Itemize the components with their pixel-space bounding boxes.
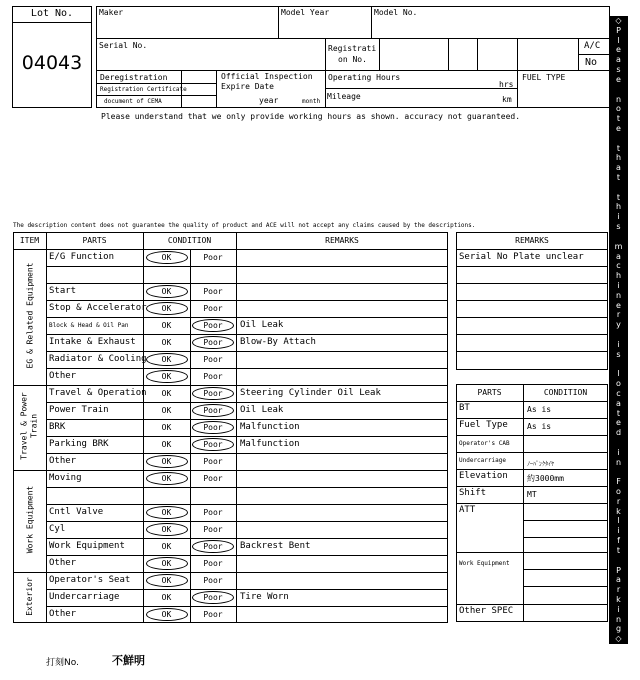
poor-selected-mark <box>192 591 234 604</box>
ok-option: OK <box>161 355 172 364</box>
location-notice-char: g <box>615 624 622 634</box>
location-notice-char: r <box>616 310 621 320</box>
hrs-label: hrs <box>499 80 514 89</box>
poor-selected-mark <box>192 438 234 451</box>
location-notice-char: r <box>616 496 621 506</box>
part-name: E/G Function <box>49 252 115 262</box>
ok-option: OK <box>161 610 172 619</box>
spec-part: Operator's CAB <box>459 440 510 447</box>
spec-condition: As is <box>527 405 552 414</box>
location-notice-char: l <box>617 369 620 379</box>
part-name: Parking BRK <box>49 439 109 449</box>
ok-selected-mark <box>146 506 188 519</box>
part-name: Cntl Valve <box>49 507 104 517</box>
poor-option: Poor <box>203 304 223 313</box>
location-notice-char: s <box>616 65 621 75</box>
location-notice-char: i <box>617 280 620 290</box>
poor-option: Poor <box>203 287 223 296</box>
location-notice-char: h <box>615 153 622 163</box>
ok-option: OK <box>161 338 172 347</box>
part-name: Moving <box>49 473 82 483</box>
part-name: Undercarriage <box>49 592 120 602</box>
location-notice-char: o <box>616 104 621 114</box>
notice-hours: Please understand that we only provide working hours as shown. accuracy not guaranteed. <box>101 112 521 121</box>
location-notice-char: l <box>617 516 620 526</box>
poor-selected-mark <box>192 421 234 434</box>
location-notice-char: a <box>616 55 621 65</box>
spec-condition: 約3000mm <box>527 474 564 483</box>
location-notice-char: f <box>617 536 620 546</box>
poor-selected-mark <box>192 387 234 400</box>
poor-option: Poor <box>203 457 223 466</box>
location-notice-char: t <box>616 192 621 202</box>
part-name: Other <box>49 371 77 381</box>
ok-option: OK <box>161 457 172 466</box>
ok-option: OK <box>161 474 172 483</box>
poor-option: Poor <box>203 593 223 602</box>
ok-selected-mark <box>146 370 188 383</box>
location-notice-char: t <box>616 408 621 418</box>
spec-part: Elevation <box>459 471 508 481</box>
remarks-header: REMARKS <box>515 236 549 245</box>
group-label: Travel & Power Train <box>19 391 39 460</box>
location-notice-char: d <box>615 428 622 438</box>
location-notice-char: e <box>616 74 621 84</box>
document-cema-label: document of CEMA <box>104 98 162 105</box>
ok-option: OK <box>161 593 172 602</box>
part-name: Operator's Seat <box>49 575 131 585</box>
spec-condition: ﾉｰﾊﾟﾝｸﾀｲﾔ <box>527 461 555 468</box>
mileage-label: Mileage <box>327 92 361 101</box>
part-name: Radiator & Cooling <box>49 354 147 364</box>
location-notice-bar <box>609 16 628 644</box>
poor-selected-mark <box>192 404 234 417</box>
location-notice-char: a <box>616 575 621 585</box>
location-notice-char: a <box>616 163 621 173</box>
location-notice-char: l <box>617 35 620 45</box>
poor-option: Poor <box>203 525 223 534</box>
operating-hours-label: Operating Hours <box>328 73 401 82</box>
ok-option: OK <box>161 576 172 585</box>
remark-text: Oil Leak <box>240 405 284 415</box>
ok-selected-mark <box>146 608 188 621</box>
ok-option: OK <box>161 389 172 398</box>
spec-part: Shift <box>459 488 487 498</box>
registration-label-2: on No. <box>338 55 367 64</box>
spec-part: Fuel Type <box>459 420 508 430</box>
poor-option: Poor <box>203 559 223 568</box>
group-label: Work Equipment <box>25 485 34 554</box>
location-notice-char: e <box>616 300 621 310</box>
poor-selected-mark <box>192 319 234 332</box>
location-notice-char: n <box>615 457 622 467</box>
location-notice-char: i <box>617 339 620 349</box>
col-parts-header: PARTS <box>82 236 107 245</box>
poor-option: Poor <box>203 508 223 517</box>
part-name: Stop & Accelerator <box>49 303 147 313</box>
location-notice-char: k <box>616 506 621 516</box>
ok-selected-mark <box>146 285 188 298</box>
location-notice-char: k <box>616 594 621 604</box>
ok-selected-mark <box>146 455 188 468</box>
part-name: Start <box>49 286 77 296</box>
spec-part: BT <box>459 403 470 413</box>
ac-value: No <box>585 57 598 68</box>
location-notice-char: n <box>615 614 622 624</box>
location-notice-char: t <box>616 114 621 124</box>
ok-option: OK <box>161 287 172 296</box>
expire-date-label: Expire Date <box>221 82 274 91</box>
poor-option: Poor <box>203 440 223 449</box>
spec-part: Other SPEC <box>459 606 514 616</box>
location-notice-char: i <box>617 447 620 457</box>
location-notice-char: a <box>616 398 621 408</box>
month-label: month <box>302 98 321 105</box>
location-notice-char: t <box>616 545 621 555</box>
maker-label: Maker <box>99 8 124 17</box>
ok-option: OK <box>161 440 172 449</box>
ok-selected-mark <box>146 302 188 315</box>
lot-no-label: Lot No. <box>30 8 74 19</box>
part-name: Other <box>49 456 77 466</box>
location-notice-char: e <box>616 45 621 55</box>
ok-selected-mark <box>146 472 188 485</box>
poor-option: Poor <box>203 576 223 585</box>
registration-label-1: Registrati <box>328 44 377 53</box>
location-notice-char: ◇ <box>615 634 622 644</box>
ok-option: OK <box>161 406 172 415</box>
part-name: BRK <box>49 422 66 432</box>
location-notice-char: ◇ <box>615 16 622 25</box>
notice-description: The description content does not guarantee the quality of product and ACE will not accept any claims caused by the descriptions. <box>13 222 476 229</box>
location-notice-char: o <box>616 487 621 496</box>
location-notice-char: F <box>616 477 621 487</box>
ok-option: OK <box>161 253 172 262</box>
part-name: Cyl <box>49 524 66 534</box>
spec-part: ATT <box>459 505 476 515</box>
poor-option: Poor <box>203 474 223 483</box>
stamp-label: 打刻No. <box>46 658 79 668</box>
poor-option: Poor <box>203 355 223 364</box>
km-label: km <box>502 95 512 104</box>
poor-option: Poor <box>203 321 223 330</box>
location-notice-char: h <box>615 202 622 212</box>
location-notice-char: t <box>616 143 621 153</box>
part-name: Block & Head & Oil Pan <box>49 322 129 329</box>
stamp-value: 不鮮明 <box>112 654 145 667</box>
col-remarks-header: REMARKS <box>325 236 359 245</box>
location-notice-char: i <box>617 526 620 536</box>
group-label: Exterior <box>25 576 34 616</box>
part-name: Power Train <box>49 405 109 415</box>
year-label: year <box>259 96 279 105</box>
remark-text: Oil Leak <box>240 320 284 330</box>
part-name: Travel & Operation <box>49 388 147 398</box>
poor-selected-mark <box>192 336 234 349</box>
remarks-line-1: Serial No Plate unclear <box>459 252 584 262</box>
part-name: Other <box>49 609 77 619</box>
ok-selected-mark <box>146 574 188 587</box>
remark-text: Malfunction <box>240 422 300 432</box>
location-notice-char: c <box>616 388 621 398</box>
remark-text: Malfunction <box>240 439 300 449</box>
location-notice-char: t <box>616 173 621 182</box>
condition-header: CONDITION <box>543 388 588 397</box>
model-year-label: Model Year <box>281 8 330 17</box>
registration-certificate-label: Registration Certificate <box>100 86 187 93</box>
spec-condition: MT <box>527 490 537 499</box>
remark-text: Backrest Bent <box>240 541 311 551</box>
location-notice-char: e <box>616 418 621 428</box>
poor-option: Poor <box>203 610 223 619</box>
location-notice-char: o <box>616 379 621 389</box>
deregistration-label: Deregistration <box>100 73 168 82</box>
location-notice-char: c <box>616 261 621 271</box>
poor-option: Poor <box>203 372 223 381</box>
location-notice-char: h <box>615 271 622 281</box>
location-notice-char: n <box>615 94 622 104</box>
ok-option: OK <box>161 423 172 432</box>
location-notice-char: s <box>616 222 621 232</box>
location-notice-char: n <box>615 290 622 300</box>
poor-option: Poor <box>203 423 223 432</box>
poor-option: Poor <box>203 406 223 415</box>
spec-condition: As is <box>527 422 552 431</box>
official-inspection-label: Official Inspection <box>221 72 313 81</box>
ok-option: OK <box>161 542 172 551</box>
part-name: Intake & Exhaust <box>49 337 136 347</box>
model-no-label: Model No. <box>374 8 418 17</box>
ok-option: OK <box>161 525 172 534</box>
ok-option: OK <box>161 559 172 568</box>
remark-text: Tire Worn <box>240 592 289 602</box>
poor-selected-mark <box>192 540 234 553</box>
location-notice-char: i <box>617 212 620 222</box>
serial-no-label: Serial No. <box>99 41 148 50</box>
location-notice-char: m <box>614 241 623 251</box>
poor-option: Poor <box>203 389 223 398</box>
spec-part: Undercarriage <box>459 457 506 464</box>
spec-part: Work Equipment <box>459 560 510 567</box>
ok-option: OK <box>161 321 172 330</box>
ok-option: OK <box>161 508 172 517</box>
location-notice-char: s <box>616 349 621 359</box>
poor-option: Poor <box>203 338 223 347</box>
ok-selected-mark <box>146 523 188 536</box>
location-notice-char: P <box>616 25 621 35</box>
location-notice-char: P <box>616 565 621 575</box>
location-notice-char: i <box>617 604 620 614</box>
location-notice-char: y <box>616 320 621 330</box>
col-item-header: ITEM <box>19 236 40 245</box>
location-notice-char: r <box>616 585 621 595</box>
location-notice-char: a <box>616 251 621 261</box>
poor-option: Poor <box>203 542 223 551</box>
lot-no-value: 04043 <box>21 52 83 74</box>
location-notice-char: e <box>616 123 621 133</box>
remark-text: Blow-By Attach <box>240 337 316 347</box>
ok-option: OK <box>161 372 172 381</box>
fuel-type-label: FUEL TYPE <box>522 73 566 82</box>
ac-label: A/C <box>584 41 601 51</box>
remark-text: Steering Cylinder Oil Leak <box>240 388 381 398</box>
group-label: EG & Related Equipment <box>25 262 34 369</box>
ok-selected-mark <box>146 353 188 366</box>
ok-selected-mark <box>146 251 188 264</box>
part-name: Work Equipment <box>49 541 125 551</box>
ok-option: OK <box>161 304 172 313</box>
col-condition-header: CONDITION <box>167 236 212 245</box>
ok-selected-mark <box>146 557 188 570</box>
poor-option: Poor <box>203 253 223 262</box>
part-name: Other <box>49 558 77 568</box>
parts-header: PARTS <box>477 388 502 397</box>
